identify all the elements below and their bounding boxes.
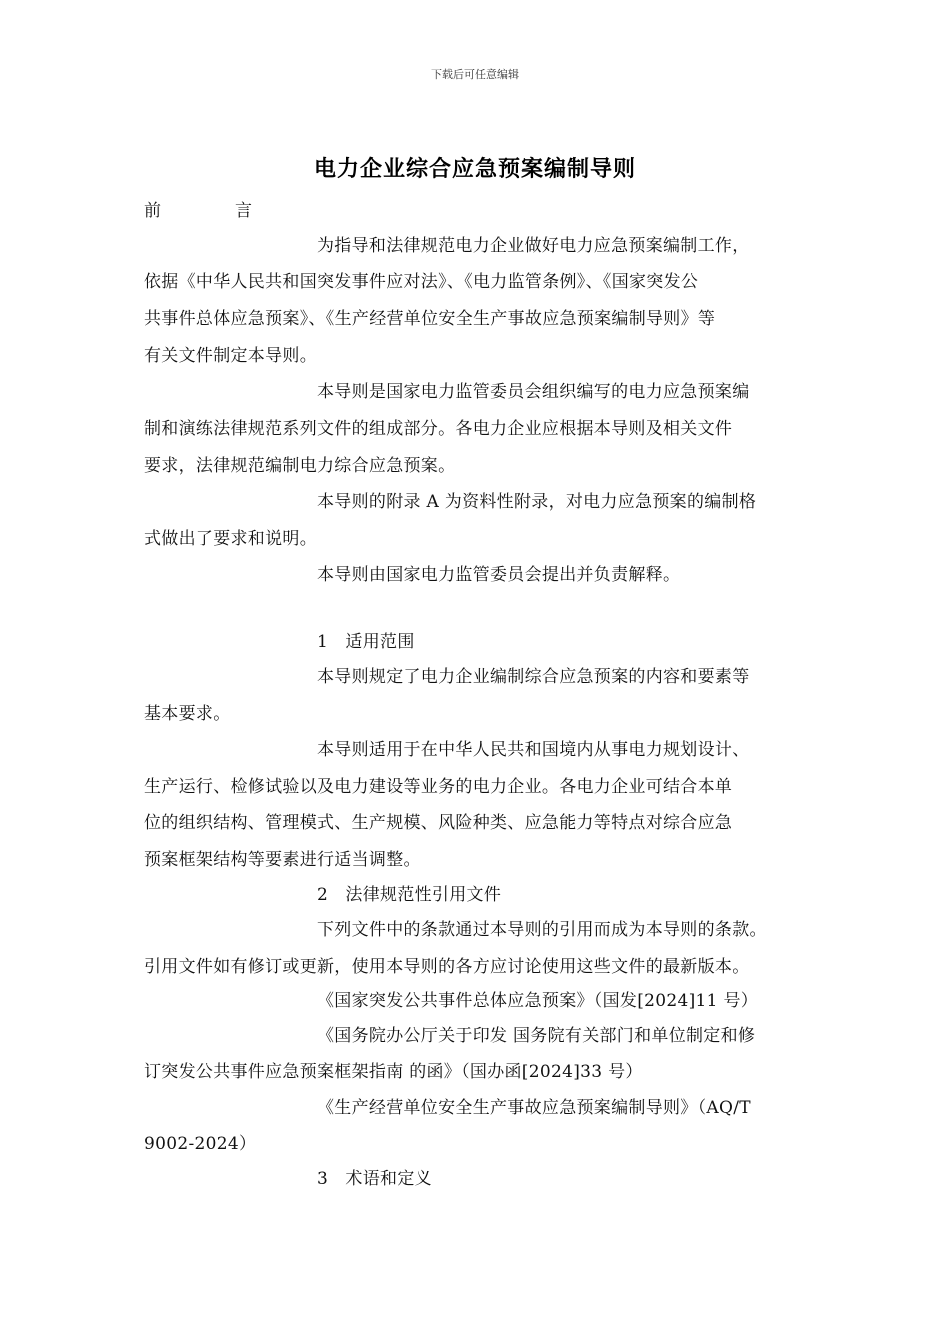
- paragraph-line: 位的组织结构、管理模式、生产规模、风险种类、应急能力等特点对综合应急: [144, 813, 733, 833]
- paragraph-line: 预案框架结构等要素进行适当调整。: [144, 850, 421, 870]
- paragraph-line: 式做出了要求和说明。: [144, 529, 317, 549]
- paragraph-line: 下列文件中的条款通过本导则的引用而成为本导则的条款。: [317, 920, 767, 940]
- reference-line: 《国务院办公厅关于印发 国务院有关部门和单位制定和修: [317, 1026, 756, 1046]
- paragraph-line: 制和演练法律规范系列文件的组成部分。各电力企业应根据本导则及相关文件: [144, 419, 733, 439]
- page-header-note: 下载后可任意编辑: [431, 68, 519, 81]
- paragraph-line: 为指导和法律规范电力企业做好电力应急预案编制工作，: [317, 236, 750, 256]
- section-heading: 1 适用范围: [317, 632, 415, 652]
- paragraph-line: 本导则规定了电力企业编制综合应急预案的内容和要素等: [317, 667, 750, 687]
- reference-line: 9002-2024）: [144, 1134, 257, 1154]
- paragraph-line: 引用文件如有修订或更新，使用本导则的各方应讨论使用这些文件的最新版本。: [144, 957, 750, 977]
- paragraph-line: 本导则由国家电力监管委员会提出并负责解释。: [317, 565, 681, 585]
- paragraph-line: 依据《中华人民共和国突发事件应对法》、《电力监管条例》、《国家突发公: [144, 272, 699, 292]
- preface-char-1: 前: [144, 201, 161, 221]
- paragraph-line: 本导则适用于在中华人民共和国境内从事电力规划设计、: [317, 740, 750, 760]
- paragraph-line: 本导则的附录 A 为资料性附录，对电力应急预案的编制格: [317, 492, 757, 512]
- section-heading: 2 法律规范性引用文件: [317, 885, 502, 905]
- paragraph-line: 基本要求。: [144, 704, 231, 724]
- paragraph-line: 共事件总体应急预案》、《生产经营单位安全生产事故应急预案编制导则》等: [144, 309, 716, 329]
- section-heading: 3 术语和定义: [317, 1169, 432, 1189]
- paragraph-line: 有关文件制定本导则。: [144, 346, 317, 366]
- paragraph-line: 生产运行、检修试验以及电力建设等业务的电力企业。各电力企业可结合本单: [144, 777, 733, 797]
- reference-line: 《国家突发公共事件总体应急预案》（国发[2024]11 号）: [317, 991, 759, 1011]
- preface-char-2: 言: [235, 201, 252, 221]
- paragraph-line: 要求，法律规范编制电力综合应急预案。: [144, 456, 456, 476]
- reference-line: 订突发公共事件应急预案框架指南 的函》（国办函[2024]33 号）: [144, 1062, 643, 1082]
- preface-heading: [144, 200, 252, 222]
- reference-line: 《生产经营单位安全生产事故应急预案编制导则》（AQ/T: [317, 1098, 751, 1118]
- document-title: 电力企业综合应急预案编制导则: [313, 157, 636, 182]
- paragraph-line: 本导则是国家电力监管委员会组织编写的电力应急预案编: [317, 382, 750, 402]
